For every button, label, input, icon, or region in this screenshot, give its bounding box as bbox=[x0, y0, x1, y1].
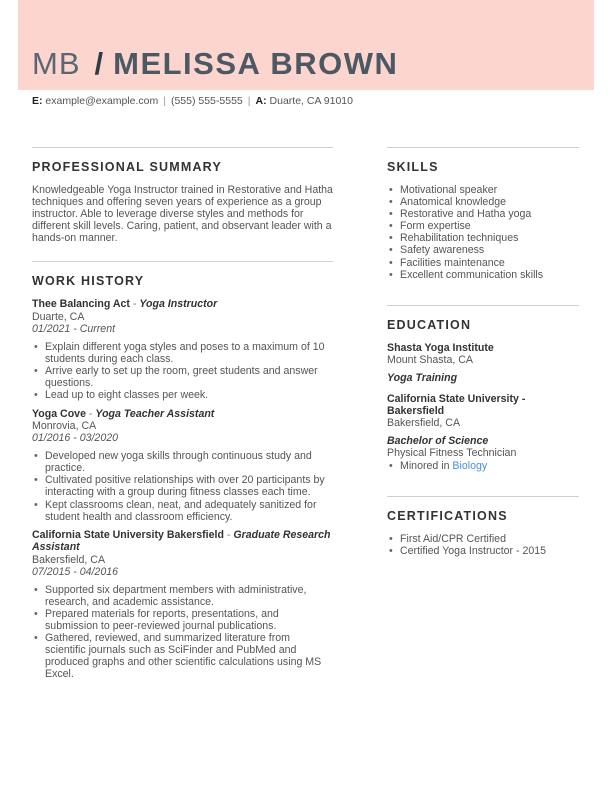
skill-item: • Anatomical knowledge bbox=[387, 196, 579, 208]
certifications-list bbox=[387, 533, 579, 557]
job-bullet: • Supported six department members with administrative, research, and academic assistance. bbox=[32, 584, 333, 608]
left-column bbox=[32, 147, 333, 686]
name-heading bbox=[32, 44, 398, 84]
job-bullets bbox=[32, 450, 333, 523]
job-company: California State University Bakersfield bbox=[32, 528, 224, 541]
certification-item: • Certified Yoga Instructor - 2015 bbox=[387, 545, 579, 557]
summary-text: Knowledgeable Yoga Instructor trained in Restorative and Hatha techniques and offering seven years of experience as a group instructor. Able to leverage diverse styles and methods for different skill levels. Caring, patient, and observant leader with a hands-on manner. bbox=[32, 184, 333, 245]
section-divider bbox=[387, 496, 579, 497]
initials: MB bbox=[32, 46, 81, 81]
skill-item: • Motivational speaker bbox=[387, 184, 579, 196]
job-location: Bakersfield, CA bbox=[32, 553, 106, 566]
summary-title: PROFESSIONAL SUMMARY bbox=[32, 160, 222, 174]
job-bullet: • Gathered, reviewed, and summarized literature from scientific journals such as SciFinder and PubMed and produced graphs and other scientific calculations using MS Excel. bbox=[32, 632, 333, 680]
education-entry bbox=[387, 342, 579, 384]
job-location: Duarte, CA bbox=[32, 310, 85, 323]
edu-degree: Yoga Training bbox=[387, 371, 458, 384]
job-company: Thee Balancing Act bbox=[32, 298, 130, 311]
job-bullets bbox=[32, 341, 333, 401]
skill-item: • Form expertise bbox=[387, 220, 579, 232]
contact-line bbox=[32, 95, 353, 107]
job-role: Yoga Teacher Assistant bbox=[95, 407, 215, 420]
edu-degree: Bachelor of Science bbox=[387, 435, 489, 448]
phone-text: (555) 555-5555 bbox=[170, 95, 243, 107]
summary-section bbox=[32, 147, 333, 244]
job-role: Graduate Research Assistant bbox=[32, 528, 331, 554]
certification-item: • First Aid/CPR Certified bbox=[387, 533, 579, 545]
resume-page bbox=[18, 0, 594, 792]
full-name: MELISSA BROWN bbox=[113, 46, 399, 81]
section-divider bbox=[32, 147, 333, 148]
job-role: Yoga Instructor bbox=[139, 298, 218, 311]
education-entry bbox=[387, 393, 579, 472]
section-divider bbox=[387, 305, 579, 306]
education-section bbox=[387, 305, 579, 472]
edu-location: Mount Shasta, CA bbox=[387, 353, 473, 366]
job-entry bbox=[32, 298, 333, 401]
certifications-title: CERTIFICATIONS bbox=[387, 508, 508, 523]
minor-prefix: Minored in bbox=[400, 459, 450, 472]
job-company: Yoga Cove bbox=[32, 407, 86, 420]
job-heading bbox=[32, 529, 333, 554]
job-bullet: • Prepared materials for reports, presentations, and submission to peer-reviewed journal publications. bbox=[32, 608, 333, 632]
edu-school: California State University - Bakersfield bbox=[387, 393, 526, 418]
header-band bbox=[18, 0, 594, 90]
work-history-section bbox=[32, 261, 333, 680]
job-bullet: • Developed new yoga skills through continuous study and practice. bbox=[32, 450, 333, 474]
job-entry bbox=[32, 408, 333, 523]
edu-school: Shasta Yoga Institute bbox=[387, 341, 494, 354]
job-dash: - bbox=[88, 407, 93, 420]
right-column bbox=[387, 147, 579, 557]
skills-list bbox=[387, 184, 579, 281]
email-label: E: bbox=[32, 95, 43, 107]
skill-item: • Safety awareness bbox=[387, 244, 579, 256]
job-bullet: • Lead up to eight classes per week. bbox=[32, 389, 333, 401]
job-dates: 01/2016 - 03/2020 bbox=[32, 432, 119, 445]
section-divider bbox=[32, 261, 333, 262]
work-history-title: WORK HISTORY bbox=[32, 274, 145, 289]
job-dates: 01/2021 - Current bbox=[32, 322, 116, 335]
email-text: example@example.com bbox=[45, 95, 159, 107]
skills-section bbox=[387, 147, 579, 281]
edu-field: Physical Fitness Technician bbox=[387, 447, 517, 460]
minor-link[interactable]: Biology bbox=[452, 459, 488, 472]
job-bullet: • Kept classrooms clean, neat, and adequately sanitized for student health and classroom efficiency. bbox=[32, 499, 333, 523]
skill-item: • Restorative and Hatha yoga bbox=[387, 208, 579, 220]
job-heading bbox=[32, 298, 333, 310]
name-separator: / bbox=[94, 46, 104, 81]
skill-item: • Excellent communication skills bbox=[387, 269, 579, 281]
job-dates: 07/2015 - 04/2016 bbox=[32, 565, 119, 578]
job-dash: - bbox=[226, 528, 231, 541]
job-bullets bbox=[32, 584, 333, 681]
skill-item: • Rehabilitation techniques bbox=[387, 232, 579, 244]
skill-item: • Facilities maintenance bbox=[387, 257, 579, 269]
job-heading bbox=[32, 408, 333, 420]
certifications-section bbox=[387, 496, 579, 557]
job-entry bbox=[32, 529, 333, 681]
skills-title: SKILLS bbox=[387, 160, 439, 174]
edu-location: Bakersfield, CA bbox=[387, 417, 461, 430]
job-location: Monrovia, CA bbox=[32, 419, 97, 432]
edu-bullets bbox=[387, 460, 579, 472]
job-dash: - bbox=[132, 298, 137, 311]
contact-separator: | bbox=[247, 95, 251, 107]
education-title: EDUCATION bbox=[387, 317, 472, 332]
address-text: Duarte, CA 91010 bbox=[269, 95, 353, 107]
edu-minor bbox=[387, 460, 579, 472]
job-bullet: • Cultivated positive relationships with over 20 participants by interacting with a group during fitness classes each time. bbox=[32, 474, 333, 498]
address-label: A: bbox=[255, 95, 267, 107]
section-divider bbox=[387, 147, 579, 148]
contact-separator: | bbox=[163, 95, 166, 107]
job-bullet: • Explain different yoga styles and poses to a maximum of 10 students during each class. bbox=[32, 341, 333, 365]
job-bullet: • Arrive early to set up the room, greet students and answer questions. bbox=[32, 365, 333, 389]
